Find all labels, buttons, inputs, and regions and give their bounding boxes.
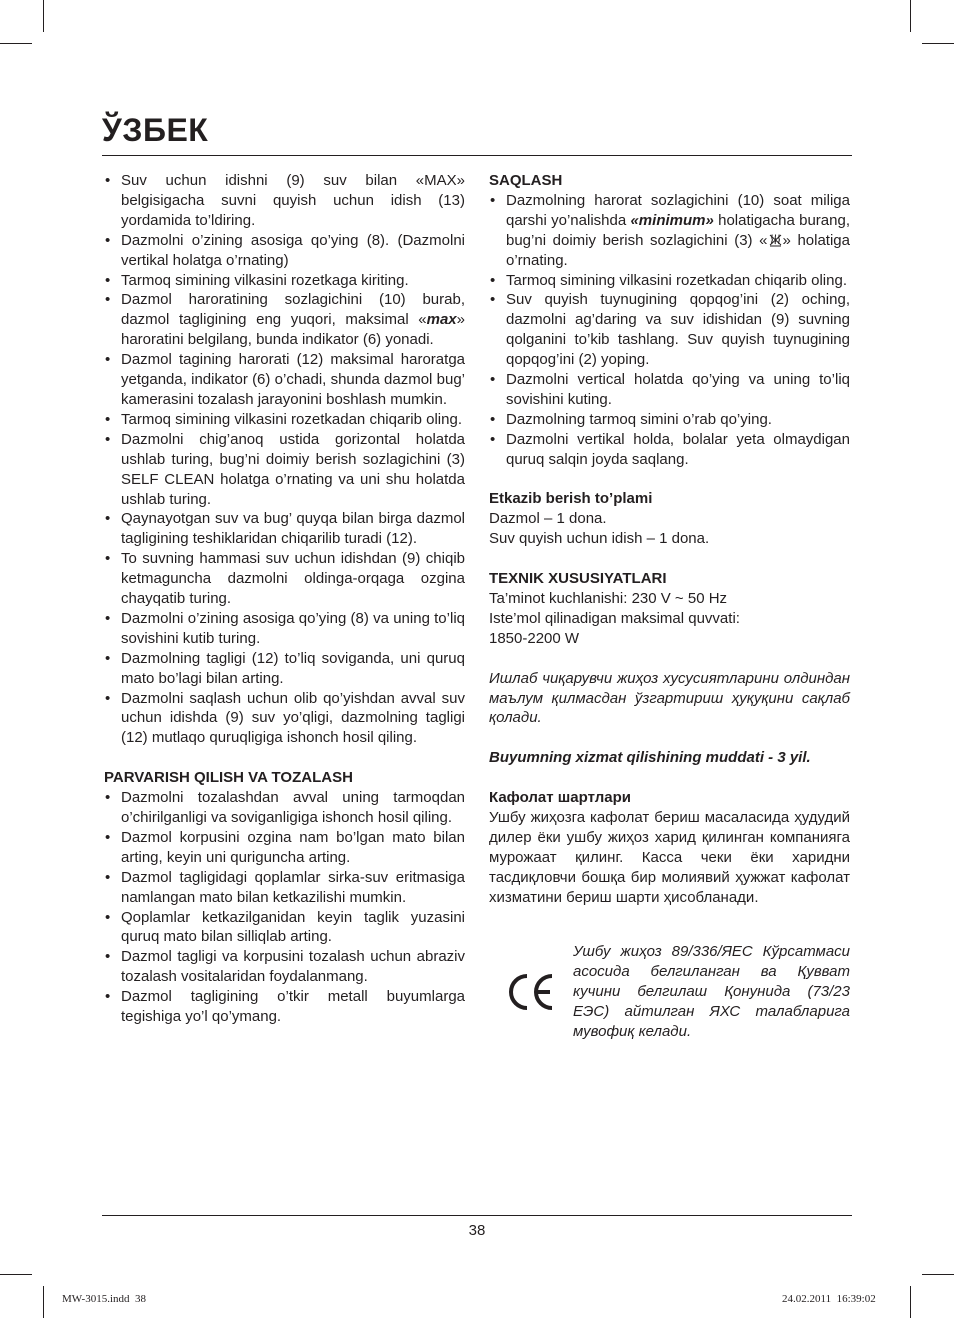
certification-block [489, 927, 850, 1057]
spec-heading: TEXNIK XUSUSIYATLARI [489, 570, 667, 588]
spacer [489, 470, 850, 490]
crop-mark [0, 1274, 32, 1275]
item-text: » haroratini belgilang, bunda indikator (6) yonadi. [121, 311, 465, 349]
list-item: • Dazmol tagining harorati (12) maksimal haroratga yetganda, indikator (6) o’chadi, shunda dazmol bug’ kamerasini tozalash jarayonini boshlash mumkin. [104, 350, 465, 410]
list-item [104, 290, 465, 350]
list-item: • Suv uchun idishni (9) suv bilan «MAX» belgisigacha suvni quyish uchun idish (13) yordamida to’ldiring. [104, 171, 465, 231]
care-heading: PARVARISH QILISH VA TOZALASH [104, 769, 353, 787]
file-page: 38 [135, 1293, 147, 1305]
warranty-heading: Кафолат шартлари [489, 789, 631, 807]
spacer [489, 728, 850, 748]
list-item: • Dazmolni o’zining asosiga qo’ying (8). (Dazmolni vertikal holatga o’rnating) [104, 231, 465, 271]
print-time: 16:39:02 [836, 1293, 876, 1305]
storage-heading: SAQLASH [489, 172, 563, 189]
warranty-text: Ушбу жиҳозга кафолат бериш масаласида ҳудудий дилер ёки ушбу жиҳоз харид қилинган компанияга мурожаат қилинг. Касса чеки ёки харидни тасдиқловчи бошқа бир молиявий ҳужжат кафолат хизматини бериш шарти ҳисобланади. [489, 808, 850, 906]
list-item: • To suvning hammasi suv uchun idishdan (9) chiqib ketmaguncha dazmolni oldinga-orqaga ozgina chayqatib turing. [104, 549, 465, 609]
spec-line: Iste’mol qilinadigan maksimal quvvati: [489, 609, 740, 627]
care-list [104, 788, 465, 1027]
minimum-emphasis: «minimum» [630, 211, 714, 229]
crop-mark [43, 1286, 44, 1318]
no-steam-icon [768, 231, 783, 251]
spec-line: 1850-2200 W [489, 629, 580, 647]
certification-text: Ушбу жиҳоз 89/336/ЯЕС Кўрсатмаси асосида белгиланган ва Қувват кучини белгилаш Қонунида (73/23 ЕЭС) айтилган ЯХС талабларига мувофиқ келади. [573, 943, 850, 1040]
print-slug-date [782, 1293, 876, 1305]
list-item: • Tarmoq simining vilkasini rozetkadan chiqarib oling. [489, 271, 850, 291]
header-rule [102, 155, 852, 156]
left-column [104, 171, 465, 1027]
list-item: • Dazmolning tarmoq simini o’rab qo’ying. [489, 410, 850, 430]
right-column [489, 171, 850, 1057]
list-item: • Dazmol tagligi va korpusini tozalash uchun abraziv tozalash vositalaridan foydalanmang. [104, 947, 465, 987]
item-text: holatigacha burang, bug’ni doimiy berish sozlagichini (3) « [506, 211, 850, 249]
list-item: • Tarmoq simining vilkasini rozetkadan chiqarib oling. [104, 410, 465, 430]
page-title: ЎЗБЕК [102, 112, 209, 148]
spacer [489, 549, 850, 569]
manufacturer-notice: Ишлаб чиқарувчи жиҳоз хусусиятларини олдиндан маълум қилмасдан ўзгартириш ҳуқуқини сақлаб қолади. [489, 669, 850, 727]
crop-mark [910, 0, 911, 32]
page-number: 38 [468, 1222, 486, 1239]
delivery-line: Dazmol – 1 dona. [489, 510, 607, 528]
spacer [104, 748, 465, 768]
delivery-heading: Etkazib berish to’plami [489, 490, 653, 508]
list-item: • Dazmol tagligining o’tkir metall buyumlarga tegishiga yo’l qo’ymang. [104, 987, 465, 1027]
list-item: • Dazmolni vertikal holda, bolalar yeta olmaydigan quruq salqin joyda saqlang. [489, 430, 850, 470]
list-item: • Suv quyish tuynugining qopqog’ini (2) oching, dazmolni ag’daring va suv idishidan (9) suvning qolganini to’kib tashlang. Suv quyish tuynugining qopqog’ini (2) yoping. [489, 290, 850, 370]
crop-mark [910, 1286, 911, 1318]
file-name: MW-3015.indd [62, 1293, 130, 1305]
storage-list [489, 191, 850, 470]
crop-mark [43, 0, 44, 32]
footer-rule [102, 1215, 852, 1216]
spacer [489, 768, 850, 788]
list-item: • Qaynayotgan suv va bug’ quyqa bilan birga dazmol tagligining teshiklaridan chiqarilib turadi (12). [104, 509, 465, 549]
intro-list [104, 171, 465, 748]
list-item: • Dazmolning tagligi (12) to’liq soviganda, uni quruq mato bo’lagi bilan arting. [104, 649, 465, 689]
list-item [489, 191, 850, 271]
list-item: • Dazmol tagligidagi qoplamlar sirka-suv eritmasiga namlangan mato bilan ketkazilishi mumkin. [104, 868, 465, 908]
print-date: 24.02.2011 [782, 1293, 832, 1305]
crop-mark [0, 43, 32, 44]
item-text: Dazmolning harorat sozlagichini (10) soat miliga qarshi yo’nalishda [506, 191, 850, 229]
spec-line: Ta’minot kuchlanishi: 230 V ~ 50 Hz [489, 590, 728, 607]
list-item: • Tarmoq simining vilkasini rozetkaga kiriting. [104, 271, 465, 291]
list-item: • Dazmolni vertical holatda qo’ying va uning to’liq sovishini kuting. [489, 370, 850, 410]
list-item: • Dazmol korpusini ozgina nam bo’lgan mato bilan arting, keyin uni qurigunchа arting. [104, 828, 465, 868]
delivery-line: Suv quyish uchun idish – 1 dona. [489, 530, 710, 548]
crop-mark [922, 1274, 954, 1275]
ce-mark-icon [489, 972, 573, 1012]
list-item: • Dazmolni tozalashdan avval uning tarmoqdan o’chirilganligi va soviganligiga ishonch hosil qiling. [104, 788, 465, 828]
crop-mark [922, 43, 954, 44]
item-text: » holatiga o’rnating. [506, 231, 850, 269]
list-item: • Dazmolni saqlash uchun olib qo’yishdan avval suv uchun idishda (9) suv yo’qligi, dazmolning tagligi (12) mutlaqo quruqligiga ishonch hosil qiling. [104, 689, 465, 749]
item-text: Dazmol haroratining sozlagichini (10) burab, dazmol tagligining eng yuqori, maksimal « [121, 291, 465, 329]
max-emphasis: max [426, 311, 457, 329]
spacer [489, 649, 850, 669]
service-life: Buyumning xizmat qilishining muddati - 3 yil. [489, 749, 811, 767]
list-item: • Dazmolni o’zining asosiga qo’ying (8) va uning to’liq sovishini kutib turing. [104, 609, 465, 649]
list-item: • Qoplamlar ketkazilganidan keyin taglik yuzasini quruq mato bilan silliqlab arting. [104, 908, 465, 948]
list-item: • Dazmolni chig’anoq ustida gorizontal holatda ushlab turing, bug’ni doimiy berish sozlagichini (3) SELF CLEAN holatga o’rnating va uni shu holatda ushlab turing. [104, 430, 465, 510]
print-slug-file [62, 1293, 146, 1305]
